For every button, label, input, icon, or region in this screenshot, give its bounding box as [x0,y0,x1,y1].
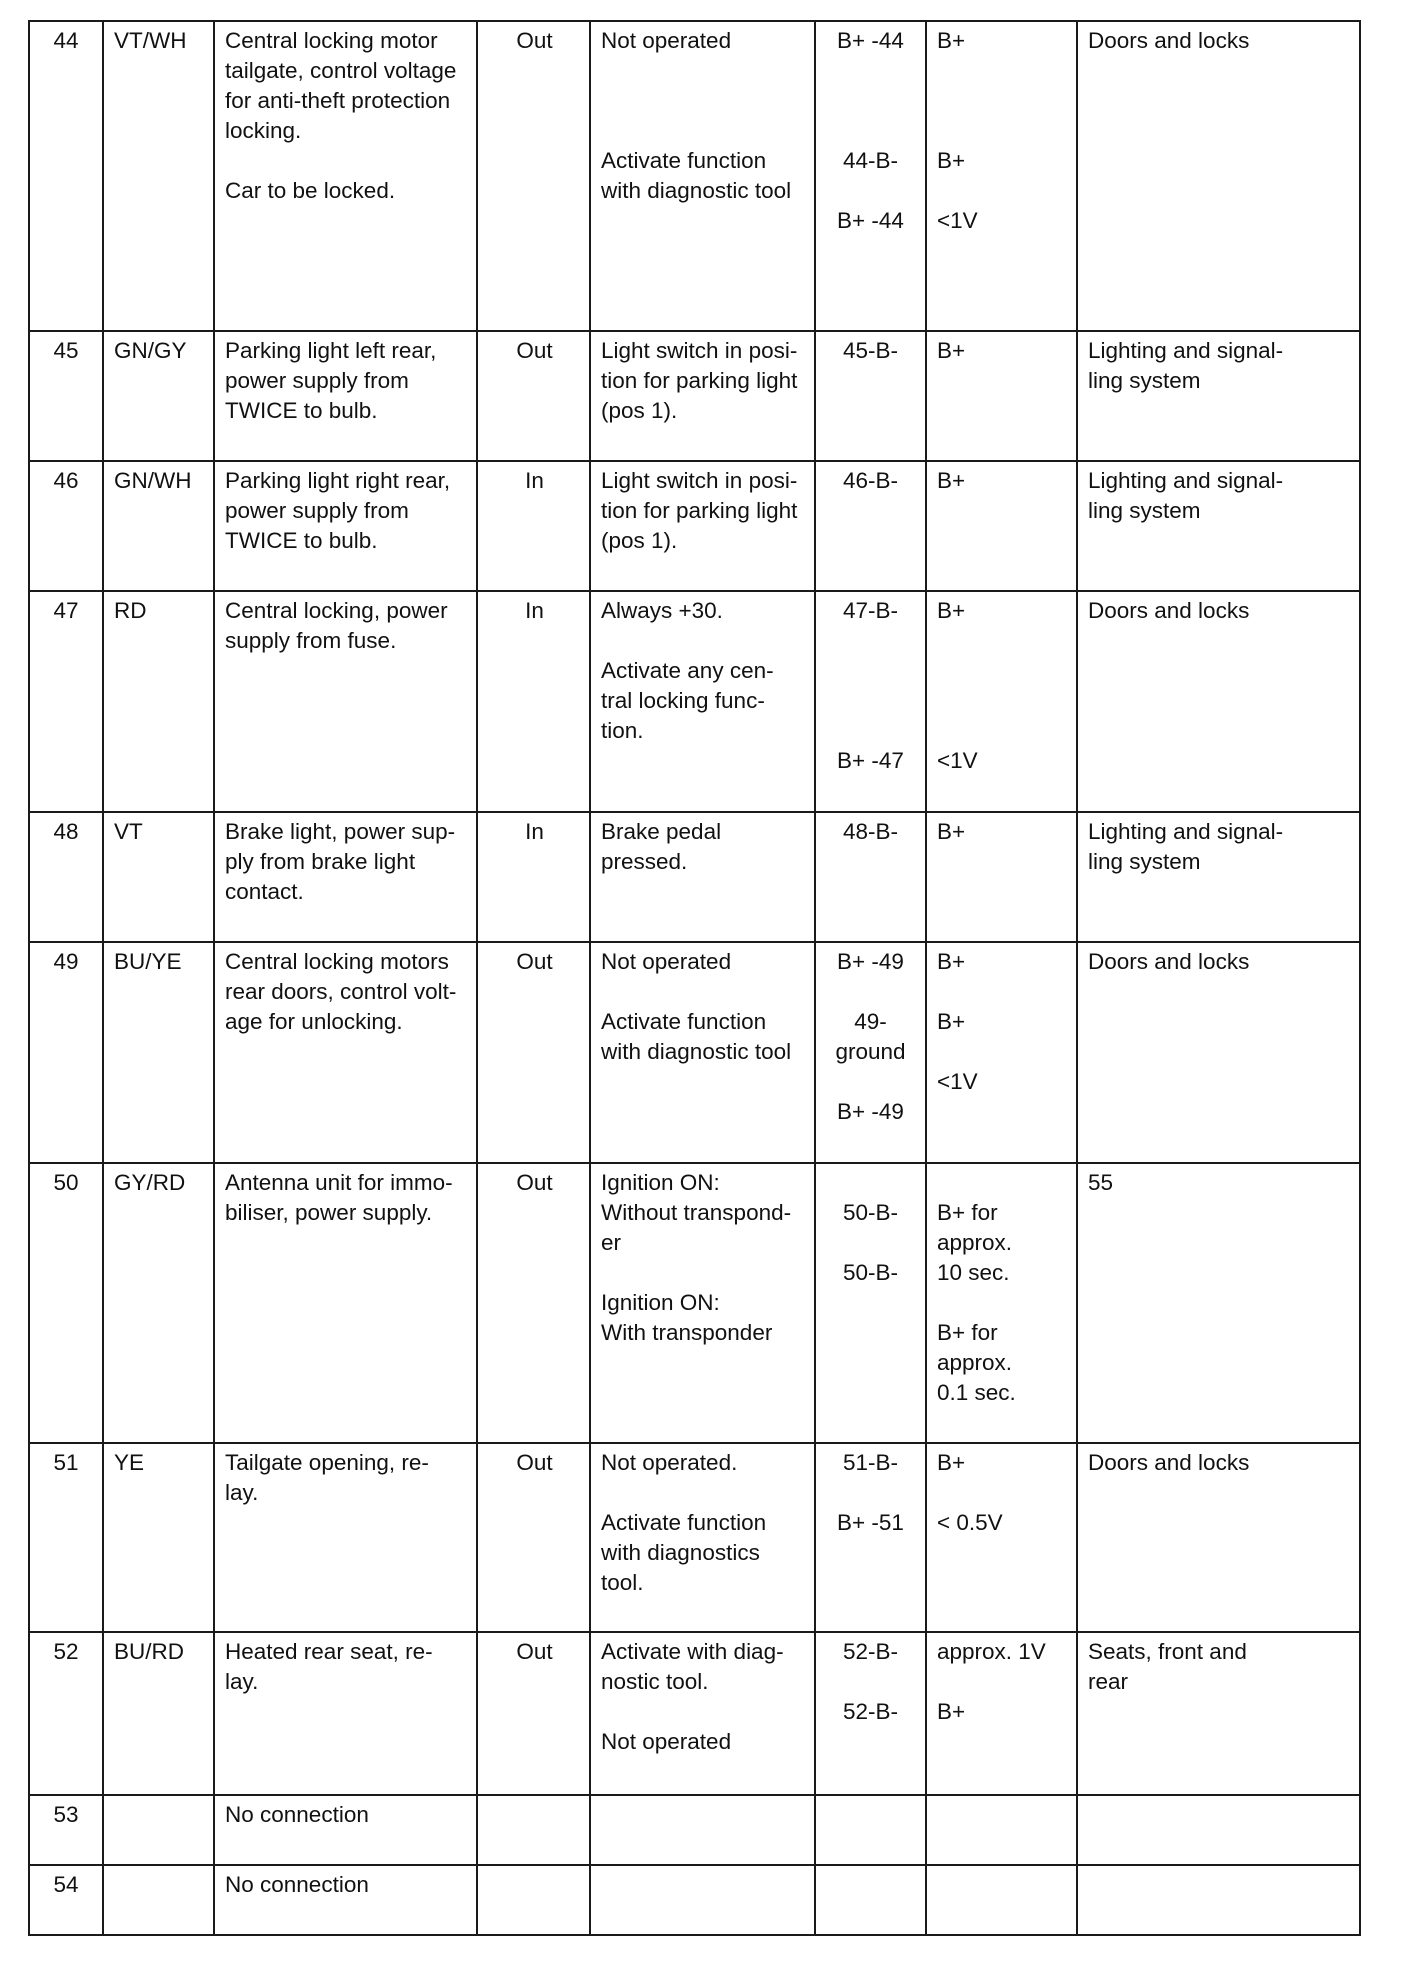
cell-text: B+ -49 [837,949,904,974]
system-reference-cell [1077,1632,1360,1795]
cell-text: GY/RD [114,1170,186,1195]
test-condition-cell [590,461,815,591]
table-body [29,21,1360,1935]
cell-text: 49 [53,949,79,974]
cell-text: Ignition ON: Without transpond- er [601,1170,792,1255]
cell-text: B+ for approx. 10 sec. [937,1200,1013,1285]
nominal-value-cell [926,812,1077,942]
wire-color-cell [103,461,214,591]
nominal-value-cell [926,1163,1077,1443]
cell-text: Ignition ON: With transponder [601,1290,773,1345]
cell-text: No connection [225,1802,369,1827]
signal-direction-cell [477,21,590,331]
table-row [29,1795,1360,1865]
pin-number-cell [29,1163,103,1443]
cell-text: Light switch in posi- tion for parking light (pos 1). [601,338,798,423]
cell-text: No connection [225,1872,369,1897]
cell-text: 51 [53,1450,79,1475]
cell-text: B+ [937,28,966,53]
measuring-points-cell [815,1443,926,1632]
cell-text: Out [516,949,553,974]
cell-text: GN/WH [114,468,192,493]
cell-text: Out [516,1170,553,1195]
signal-direction-cell [477,591,590,812]
cell-text: 47 [53,598,79,623]
wire-color-cell [103,21,214,331]
cell-text: 45-B- [842,338,899,363]
cell-text: B+ [937,819,966,844]
test-condition-cell [590,942,815,1163]
table-row [29,591,1360,812]
function-description-cell [214,812,477,942]
cell-text: Activate any cen- tral locking func- tion. [601,658,774,743]
measuring-points-cell [815,331,926,461]
wire-color-cell [103,942,214,1163]
cell-text: Not operated. [601,1450,738,1475]
system-reference-cell [1077,331,1360,461]
cell-text: 48 [53,819,79,844]
wire-color-cell [103,591,214,812]
cell-text: 52 [53,1639,79,1664]
pin-number-cell [29,1443,103,1632]
cell-text: B+ for approx. 0.1 sec. [937,1320,1016,1405]
cell-text: Out [516,1450,553,1475]
test-condition-cell [590,1795,815,1865]
nominal-value-cell [926,1795,1077,1865]
pin-number-cell [29,591,103,812]
cell-text: VT [114,819,143,844]
cell-text: 51-B- [842,1450,899,1475]
cell-text: B+ [937,1450,966,1475]
pin-number-cell [29,942,103,1163]
cell-text: Light switch in posi- tion for parking light (pos 1). [601,468,798,553]
nominal-value-cell [926,21,1077,331]
signal-direction-cell [477,1632,590,1795]
cell-text: Heated rear seat, re- lay. [225,1639,433,1694]
wire-color-cell [103,1795,214,1865]
cell-text: B+ [937,338,966,363]
pin-assignment-table [28,20,1361,1936]
cell-text: 44 [53,28,79,53]
function-description-cell [214,21,477,331]
signal-direction-cell [477,1795,590,1865]
cell-text: Activate with diag- nostic tool. [601,1639,784,1694]
cell-text: Out [516,338,553,363]
cell-text: Doors and locks [1088,598,1250,623]
cell-text: Car to be locked. [225,178,396,203]
cell-text: VT/WH [114,28,187,53]
table-row [29,1865,1360,1935]
cell-text: Tailgate opening, re- lay. [225,1450,429,1505]
cell-text: Central locking motors rear doors, control volt- age for unlocking. [225,949,457,1034]
function-description-cell [214,1865,477,1935]
cell-text: 50 [53,1170,79,1195]
cell-text: BU/YE [114,949,182,974]
cell-text: Activate function with diagnostics tool. [601,1510,767,1595]
cell-text: 47-B- [842,598,899,623]
signal-direction-cell [477,1163,590,1443]
nominal-value-cell [926,1865,1077,1935]
cell-text: Not operated [601,949,732,974]
function-description-cell [214,461,477,591]
cell-text: Seats, front and rear [1088,1639,1247,1694]
cell-text: Out [516,28,553,53]
measuring-points-cell [815,461,926,591]
wire-color-cell [103,1632,214,1795]
cell-text: B+ -44 [837,208,904,233]
test-condition-cell [590,1443,815,1632]
cell-text: In [525,598,544,623]
pin-number-cell [29,331,103,461]
wire-color-cell [103,1865,214,1935]
cell-text: 48-B- [842,819,899,844]
cell-text: 45 [53,338,79,363]
measuring-points-cell [815,812,926,942]
table-row [29,21,1360,331]
wire-color-cell [103,1443,214,1632]
cell-text: Lighting and signal- ling system [1088,338,1284,393]
cell-text: Brake light, power sup- ply from brake light contact. [225,819,456,904]
cell-text: <1V [937,748,978,773]
nominal-value-cell [926,1632,1077,1795]
table-row [29,812,1360,942]
table-row [29,942,1360,1163]
nominal-value-cell [926,461,1077,591]
cell-text: Always +30. [601,598,723,623]
table-row [29,1163,1360,1443]
system-reference-cell [1077,461,1360,591]
signal-direction-cell [477,1443,590,1632]
measuring-points-cell [815,1632,926,1795]
nominal-value-cell [926,591,1077,812]
nominal-value-cell [926,331,1077,461]
cell-text: B+ -51 [837,1510,904,1535]
cell-text: Doors and locks [1088,28,1250,53]
function-description-cell [214,1632,477,1795]
cell-text: Brake pedal pressed. [601,819,722,874]
cell-text: 50-B- [842,1200,899,1225]
cell-text: B+ [937,1699,966,1724]
table-row [29,331,1360,461]
cell-text: Doors and locks [1088,949,1250,974]
system-reference-cell [1077,942,1360,1163]
cell-text: Parking light left rear, power supply from TWICE to bulb. [225,338,437,423]
wire-color-cell [103,812,214,942]
system-reference-cell [1077,1795,1360,1865]
cell-text: 52-B- [842,1699,899,1724]
cell-text: 49- ground [835,1009,906,1064]
measuring-points-cell [815,1865,926,1935]
cell-text: 44-B- [842,148,899,173]
cell-text: BU/RD [114,1639,185,1664]
cell-text: B+ -44 [837,28,904,53]
measuring-points-cell [815,591,926,812]
system-reference-cell [1077,1443,1360,1632]
cell-text: 50-B- [842,1260,899,1285]
system-reference-cell [1077,21,1360,331]
pin-number-cell [29,1795,103,1865]
function-description-cell [214,331,477,461]
table-row [29,1443,1360,1632]
pin-number-cell [29,461,103,591]
cell-text: Parking light right rear, power supply from TWICE to bulb. [225,468,451,553]
cell-text: B+ [937,148,966,173]
cell-text: B+ [937,949,966,974]
cell-text: 55 [1088,1170,1114,1195]
cell-text: B+ [937,1009,966,1034]
cell-text: 53 [53,1802,79,1827]
system-reference-cell [1077,812,1360,942]
cell-text: YE [114,1450,145,1475]
cell-text: <1V [937,208,978,233]
nominal-value-cell [926,942,1077,1163]
function-description-cell [214,942,477,1163]
cell-text: <1V [937,1069,978,1094]
cell-text: Activate function with diagnostic tool [601,1009,792,1064]
nominal-value-cell [926,1443,1077,1632]
signal-direction-cell [477,461,590,591]
cell-text: 54 [53,1872,79,1897]
pin-number-cell [29,1865,103,1935]
cell-text: < 0.5V [937,1510,1003,1535]
cell-text: In [525,819,544,844]
system-reference-cell [1077,1163,1360,1443]
measuring-points-cell [815,942,926,1163]
wire-color-cell [103,331,214,461]
test-condition-cell [590,1632,815,1795]
cell-text: Activate function with diagnostic tool [601,148,792,203]
cell-text: B+ [937,468,966,493]
cell-text: Central locking motor tailgate, control voltage for anti-theft protection locking. [225,28,457,143]
function-description-cell [214,591,477,812]
signal-direction-cell [477,1865,590,1935]
system-reference-cell [1077,1865,1360,1935]
pin-number-cell [29,1632,103,1795]
table-row [29,1632,1360,1795]
cell-text: Out [516,1639,553,1664]
function-description-cell [214,1795,477,1865]
wire-color-cell [103,1163,214,1443]
cell-text: approx. 1V [937,1639,1046,1664]
test-condition-cell [590,21,815,331]
function-description-cell [214,1443,477,1632]
cell-text: Not operated [601,1729,732,1754]
cell-text: Lighting and signal- ling system [1088,819,1284,874]
cell-text: 46-B- [842,468,899,493]
pin-number-cell [29,21,103,331]
cell-text: Antenna unit for immo- biliser, power supply. [225,1170,453,1225]
cell-text: B+ [937,598,966,623]
function-description-cell [214,1163,477,1443]
test-condition-cell [590,591,815,812]
test-condition-cell [590,1163,815,1443]
test-condition-cell [590,1865,815,1935]
signal-direction-cell [477,331,590,461]
test-condition-cell [590,812,815,942]
test-condition-cell [590,331,815,461]
cell-text: B+ -49 [837,1099,904,1124]
system-reference-cell [1077,591,1360,812]
cell-text: GN/GY [114,338,187,363]
cell-text: 52-B- [842,1639,899,1664]
signal-direction-cell [477,942,590,1163]
cell-text: In [525,468,544,493]
cell-text: Doors and locks [1088,1450,1250,1475]
cell-text: Central locking, power supply from fuse. [225,598,448,653]
table-row [29,461,1360,591]
cell-text: Not operated [601,28,732,53]
measuring-points-cell [815,1163,926,1443]
pin-number-cell [29,812,103,942]
cell-text: RD [114,598,147,623]
cell-text: B+ -47 [837,748,904,773]
measuring-points-cell [815,21,926,331]
signal-direction-cell [477,812,590,942]
cell-text: Lighting and signal- ling system [1088,468,1284,523]
measuring-points-cell [815,1795,926,1865]
cell-text: 46 [53,468,79,493]
